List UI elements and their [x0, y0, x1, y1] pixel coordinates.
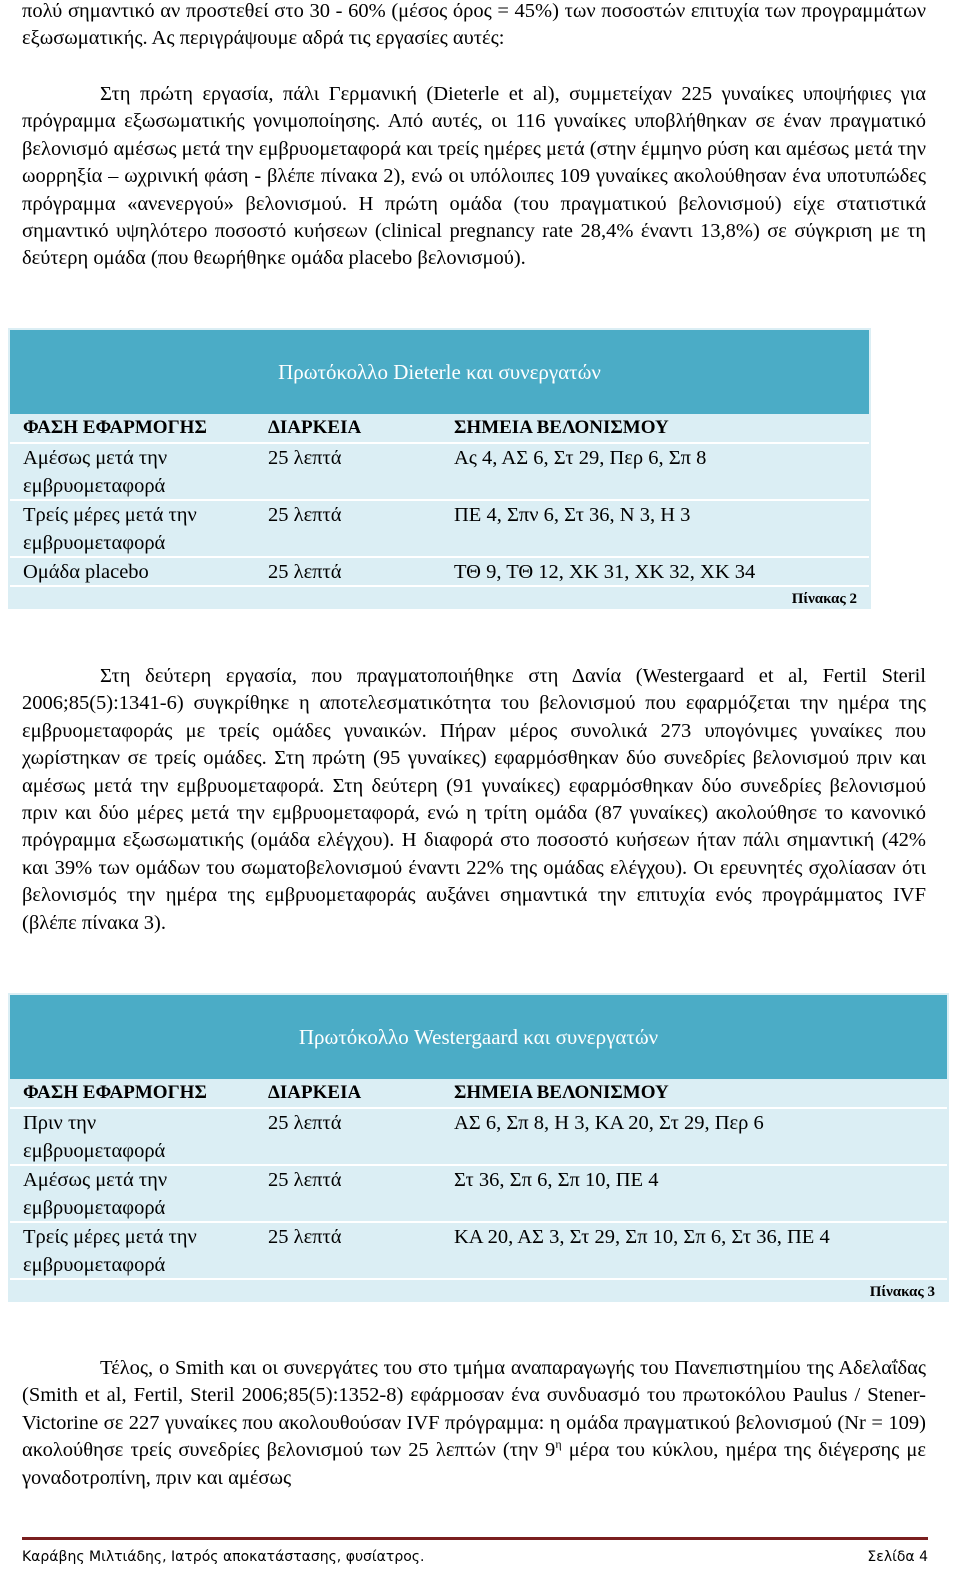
header-phase: ΦΑΣΗ ΕΦΑΡΜΟΓΗΣ — [23, 417, 207, 438]
header-duration: ΔΙΑΡΚΕΙΑ — [268, 417, 362, 438]
cell-duration: 25 λεπτά — [268, 447, 342, 469]
cell-points: ΠΕ 4, Σπν 6, Στ 36, Ν 3, Η 3 — [454, 504, 691, 526]
cell-points: ΚΑ 20, ΑΣ 3, Στ 29, Σπ 10, Σπ 6, Στ 36, ΠΕ 4 — [454, 1226, 830, 1248]
page-footer — [22, 1549, 928, 1565]
cell-points: ΑΣ 6, Σπ 8, Η 3, ΚΑ 20, Στ 29, Περ 6 — [454, 1112, 764, 1134]
table-row — [10, 1223, 947, 1280]
cell-duration: 25 λεπτά — [268, 504, 342, 526]
table-dieterle — [8, 328, 871, 609]
table-westergaard — [8, 993, 949, 1302]
paragraph-westergaard: Στη δεύτερη εργασία, που πραγματοποιήθηκε στη Δανία (Westergaard et al, Fertil Steril 2006;85(5):1341-6) συγκρίθηκε η αποτελεσματικότητα του βελονισμού που εφαρμόζεται την ημέρα της εμβρυομεταφοράς με τρείς ομάδες γυναικών. Πήραν μέρος συνολικά 273 υπογόνιμες γυναίκες που χωρίστηκαν σε τρείς ομάδες. Στη πρώτη (95 γυναίκες) εφαρμόσθηκαν δύο συνεδρίες βελονισμού πριν και αμέσως μετά την εμβρυομεταφορά. Στη δεύτερη (91 γυναίκες) εφαρμόσθηκαν δύο συνεδρίες βελονισμού πριν και δύο μέρες μετά την εμβρυομεταφορά, ενώ η τρίτη ομάδα (87 γυναίκες) ακολούθησε το κανονικό πρόγραμμα εξωσωματικής (ομάδα ελέγχου). Η διαφορά στο ποσοστό κυήσεων ήταν πάλι σημαντική (42% και 39% των ομάδων του σωματοβελονισμού έναντι 22% της ομάδας ελέγχου). Οι ερευνητές σχολίασαν ότι βελονισμός την ημέρα της εμβρυομεταφοράς αυξάνει σημαντικά την επιτυχία ενός προγράμματος IVF (βλέπε πίνακα 3). — [22, 665, 926, 934]
header-points: ΣΗΜΕΙΑ ΒΕΛΟΝΙΣΜΟΥ — [454, 417, 669, 438]
table-westergaard-caption: Πίνακας 3 — [869, 1284, 935, 1300]
paragraph-smith-text-b: μέρα του κύκλου, ημέρα της διέγερσης με γοναδοτροπίνη, πριν και αμέσως — [22, 1439, 926, 1489]
table-row — [10, 558, 869, 587]
table-row — [10, 1166, 947, 1223]
header-phase: ΦΑΣΗ ΕΦΑΡΜΟΓΗΣ — [23, 1082, 207, 1103]
table-dieterle-title: Πρωτόκολλο Dieterle και συνεργατών — [10, 330, 869, 414]
cell-duration: 25 λεπτά — [268, 561, 342, 583]
paragraph-smith-text-a: Τέλος, ο Smith και οι συνεργάτες του στο τμήμα αναπαραγωγής του Πανεπιστημίου της Αδελαΐδας (Smith et al, Fertil, Steril 2006;85(5):1352-8) εφάρμοσαν ένα συνδυασμό του πρωτοκόλου Paulus / Stener-Victorine σε 227 γυναίκες που ακολουθούσαν IVF πρόγραμμα: η ομάδα πραγματικού βελονισμού (Nr = 109) ακολούθησε τρείς συνεδρίες βελονισμού των 25 λεπτών (την 9 — [22, 1357, 926, 1462]
table-westergaard-title: Πρωτόκολλο Westergaard και συνεργατών — [10, 995, 947, 1079]
header-duration: ΔΙΑΡΚΕΙΑ — [268, 1082, 362, 1103]
ordinal-superscript: η — [555, 1437, 562, 1452]
cell-duration: 25 λεπτά — [268, 1226, 342, 1248]
cell-phase: Ομάδα placebo — [23, 561, 149, 583]
cell-points: Ας 4, ΑΣ 6, Στ 29, Περ 6, Σπ 8 — [454, 447, 707, 469]
footer-divider — [22, 1537, 928, 1540]
paragraph-smith — [22, 1355, 926, 1492]
table-dieterle-caption: Πίνακας 2 — [791, 591, 857, 607]
table-row — [10, 444, 869, 501]
table-westergaard-header-row — [10, 1079, 947, 1109]
table-dieterle-header-row — [10, 414, 869, 444]
cell-phase: Πριν την εμβρυομεταφορά — [23, 1112, 166, 1162]
footer-page-number: Σελίδα 4 — [867, 1549, 928, 1565]
paragraph-intro: πολύ σημαντικό αν προστεθεί στο 30 - 60% (μέσος όρος = 45%) των ποσοστών επιτυχία των προγραμμάτων εξωσωματικής. Ας περιγράψουμε αδρά τις εργασίες αυτές: — [22, 0, 926, 50]
paragraph-dieterle: Στη πρώτη εργασία, πάλι Γερμανική (Dieterle et al), συμμετείχαν 225 γυναίκες υποψήφιες για πρόγραμμα εξωσωματικής γονιμοποίησης. Από αυτές, οι 116 γυναίκες υποβλήθηκαν σε έναν πραγματικό βελονισμό αμέσως μετά την εμβρυομεταφορά και τρείς ημέρες μετά (στην έμμηνο ρύση και αμέσως μετά την ωορρηξία – ωχρινική φάση - βλέπε πίνακα 2), ενώ οι υπόλοιπες 109 γυναίκες ακολούθησαν ένα υποτυπώδες πρόγραμμα «ανενεργού» βελονισμού. Η πρώτη ομάδα (του πραγματικού βελονισμού) είχε στατιστικά σημαντικό υψηλότερο ποσοστό κυήσεων (clinical pregnancy rate 28,4% έναντι 13,8%) σε σύγκριση με τη δεύτερη ομάδα (που θεωρήθηκε ομάδα placebo βελονισμού). — [22, 83, 926, 270]
footer-author: Καράβης Μιλτιάδης, Ιατρός αποκατάστασης, φυσίατρος. — [22, 1549, 425, 1565]
cell-points: ΤΘ 9, ΤΘ 12, ΧΚ 31, ΧΚ 32, ΧΚ 34 — [454, 561, 756, 583]
cell-phase: Αμέσως μετά την εμβρυομεταφορά — [23, 447, 168, 497]
table-row — [10, 501, 869, 558]
cell-duration: 25 λεπτά — [268, 1169, 342, 1191]
cell-phase: Τρείς μέρες μετά την εμβρυομεταφορά — [23, 1226, 197, 1276]
header-points: ΣΗΜΕΙΑ ΒΕΛΟΝΙΣΜΟΥ — [454, 1082, 669, 1103]
table-row — [10, 1109, 947, 1166]
cell-points: Στ 36, Σπ 6, Σπ 10, ΠΕ 4 — [454, 1169, 659, 1191]
cell-phase: Τρείς μέρες μετά την εμβρυομεταφορά — [23, 504, 197, 554]
cell-duration: 25 λεπτά — [268, 1112, 342, 1134]
cell-phase: Αμέσως μετά την εμβρυομεταφορά — [23, 1169, 168, 1219]
